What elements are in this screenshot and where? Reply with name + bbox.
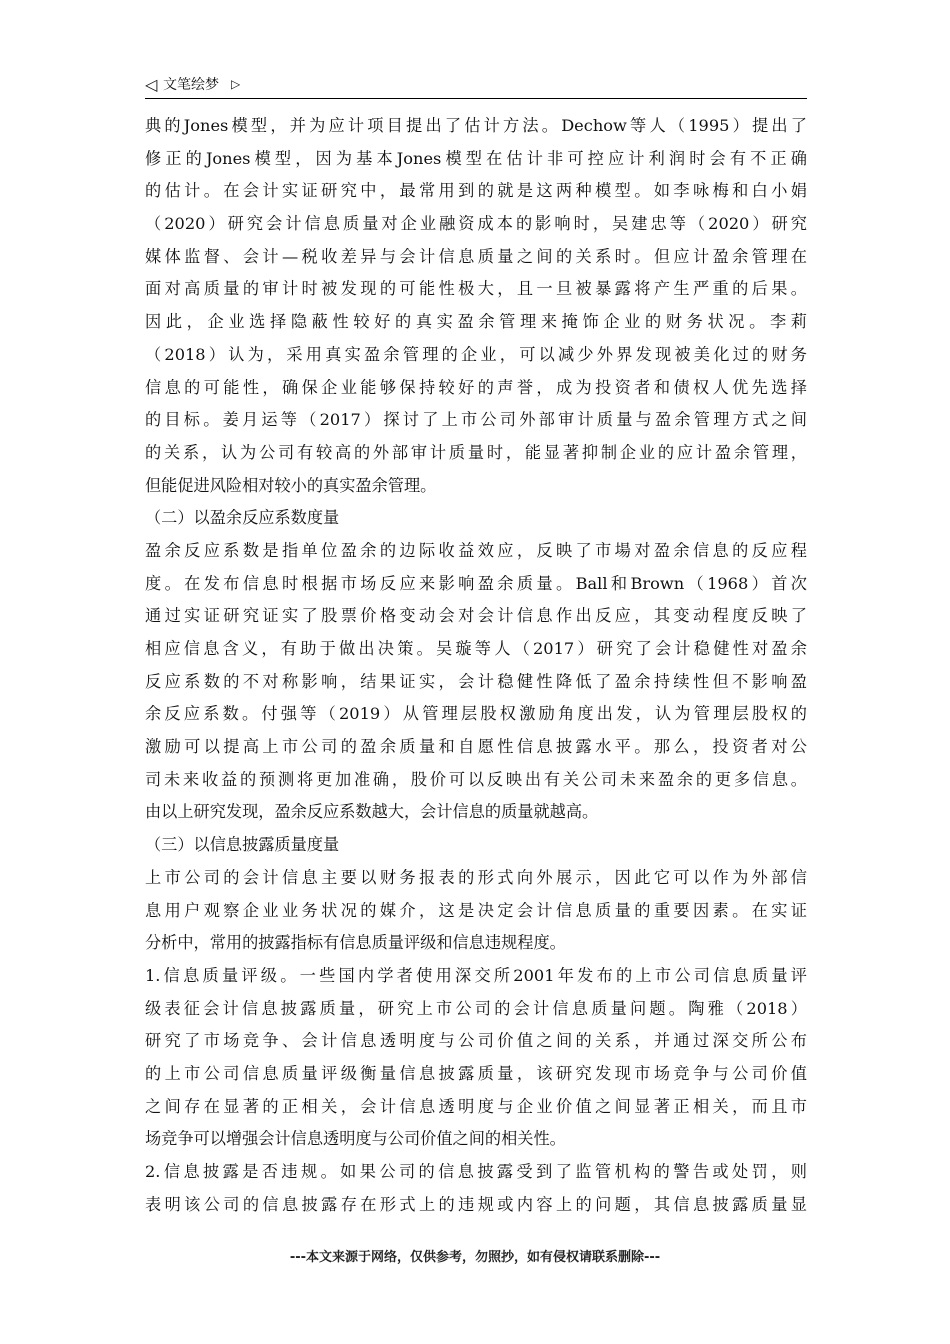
- text-line: 信息的可能性，确保企业能够保持较好的声誉，成为投资者和债权人优先选择: [145, 377, 807, 397]
- text-line: 媒体监督、会计—税收差异与会计信息质量之间的关系时。但应计盈余管理在: [145, 246, 807, 266]
- text-line: 面对高质量的审计时被发现的可能性极大，且一旦被暴露将产生严重的后果。: [145, 279, 807, 299]
- text-line: 上市公司的会计信息主要以财务报表的形式向外展示，因此它可以作为外部信: [145, 867, 807, 887]
- text-line: 场竞争可以增强会计信息透明度与公司价值之间的相关性。: [145, 1129, 566, 1149]
- text-line: 之间存在显著的正相关，会计信息透明度与企业价值之间显著正相关，而且市: [145, 1096, 807, 1116]
- text-line: 余反应系数。付强等（2019）从管理层股权激励角度出发，认为管理层股权的: [145, 704, 807, 724]
- triangle-left-icon: ◁: [145, 75, 158, 94]
- text-line: 的目标。姜月运等（2017）探讨了上市公司外部审计质量与盈余管理方式之间: [145, 410, 807, 430]
- text-line: 通过实证研究证实了股票价格变动会对会计信息作出反应，其变动程度反映了: [145, 606, 807, 626]
- footer-disclaimer: ---本文来源于网络，仅供参考，勿照抄，如有侵权请联系删除---: [289, 1250, 661, 1265]
- text-line: 分析中，常用的披露指标有信息质量评级和信息违规程度。: [145, 933, 566, 953]
- text-line: 度。在发布信息时根据市场反应来影响盈余质量。Ball和Brown（1968）首次: [145, 573, 807, 593]
- text-line: 表明该公司的信息披露存在形式上的违规或内容上的问题，其信息披露质量显: [145, 1194, 807, 1214]
- text-line: 相应信息含义，有助于做出决策。吴璇等人（2017）研究了会计稳健性对盈余: [145, 639, 807, 658]
- page-header: [145, 74, 807, 98]
- text-line: 典的Jones模型，并为应计项目提出了估计方法。Dechow等人（1995）提出了: [145, 116, 807, 135]
- text-line: 但能促进风险相对较小的真实盈余管理。: [145, 475, 437, 495]
- text-line: 由以上研究发现，盈余反应系数越大，会计信息的质量就越高。: [145, 802, 599, 822]
- text-line: 激励可以提高上市公司的盈余质量和自愿性信息披露水平。那么，投资者对公: [145, 737, 807, 757]
- text-line: 修正的Jones模型，因为基本Jones模型在估计非可控应计利润时会有不正确: [145, 148, 807, 168]
- text-line: 因此，企业选择隐蔽性较好的真实盈余管理来掩饰企业的财务状况。李莉: [145, 312, 807, 332]
- header-divider: [145, 98, 807, 99]
- triangle-right-icon: ▷: [231, 77, 241, 91]
- document-body: [145, 110, 807, 1221]
- text-line: 级表征会计信息披露质量，研究上市公司的会计信息质量问题。陶雅（2018）: [145, 998, 807, 1018]
- text-line: 盈余反应系数是指单位盈余的边际收益效应，反映了市場对盈余信息的反应程: [145, 540, 807, 560]
- text-line: （2020）研究会计信息质量对企业融资成本的影响时，吴建忠等（2020）研究: [145, 214, 807, 234]
- text-line: 研究了市场竞争、会计信息透明度与公司价值之间的关系，并通过深交所公布: [145, 1031, 807, 1051]
- text-line: （二）以盈余反应系数度量: [145, 508, 340, 528]
- text-line: 1.信息质量评级。一些国内学者使用深交所2001年发布的上市公司信息质量评: [145, 965, 807, 985]
- text-line: 息用户观察企业业务状况的媒介，这是决定会计信息质量的重要因素。在实证: [145, 900, 807, 920]
- text-line: （三）以信息披露质量度量: [145, 835, 340, 855]
- text-line: 反应系数的不对称影响，结果证实，会计稳健性降低了盈余持续性但不影响盈: [145, 671, 807, 691]
- text-line: 司未来收益的预测将更加准确，股价可以反映出有关公司未来盈余的更多信息。: [145, 769, 807, 789]
- text-line: 的上市公司信息质量评级衡量信息披露质量，该研究发现市场竞争与公司价值: [145, 1063, 807, 1083]
- text-line: （2018）认为，采用真实盈余管理的企业，可以减少外界发现被美化过的财务: [145, 344, 807, 364]
- text-line: 2.信息披露是否违规。如果公司的信息披露受到了监管机构的警告或处罚，则: [145, 1162, 807, 1181]
- header-title: 文笔绘梦: [163, 77, 219, 93]
- text-line: 的关系，认为公司有较高的外部审计质量时，能显著抑制企业的应计盈余管理，: [145, 442, 807, 462]
- text-line: 的估计。在会计实证研究中，最常用到的就是这两种模型。如李咏梅和白小娟: [145, 181, 807, 201]
